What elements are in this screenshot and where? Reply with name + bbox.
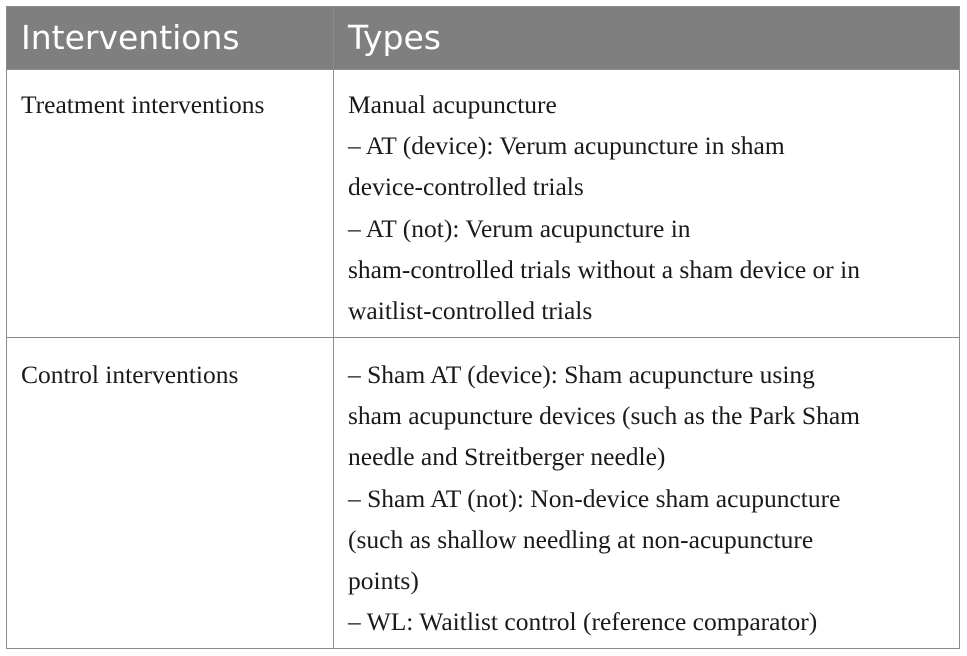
- types-line: device-controlled trials: [348, 172, 584, 202]
- types-line: needle and Streitberger needle): [348, 442, 666, 472]
- table-header: [7, 7, 959, 70]
- types-line: – Sham AT (not): Non-device sham acupuncture: [348, 483, 841, 513]
- row-control-types: [348, 354, 860, 642]
- types-line: (such as shallow needling at non-acupuncture: [348, 524, 814, 554]
- types-line: points): [348, 566, 419, 596]
- types-line: Manual acupuncture: [348, 90, 557, 119]
- header-interventions: Interventions: [21, 18, 240, 57]
- row-treatment-intervention: Treatment interventions: [21, 90, 265, 119]
- row-treatment-types: [348, 84, 860, 331]
- row-control-intervention: Control interventions: [21, 360, 239, 389]
- interventions-table: [6, 6, 960, 649]
- types-line: – Sham AT (device): Sham acupuncture using: [348, 360, 815, 389]
- types-line: waitlist-controlled trials: [348, 296, 593, 326]
- column-divider: [333, 7, 334, 648]
- header-types: Types: [348, 18, 441, 57]
- types-line: sham acupuncture devices (such as the Park Sham: [348, 401, 860, 431]
- types-line: – AT (device): Verum acupuncture in sham: [348, 131, 785, 161]
- types-line: – WL: Waitlist control (reference comparator): [348, 607, 818, 637]
- row-divider: [7, 337, 959, 338]
- types-line: – AT (not): Verum acupuncture in: [348, 213, 691, 243]
- types-line: sham-controlled trials without a sham device or in: [348, 254, 860, 284]
